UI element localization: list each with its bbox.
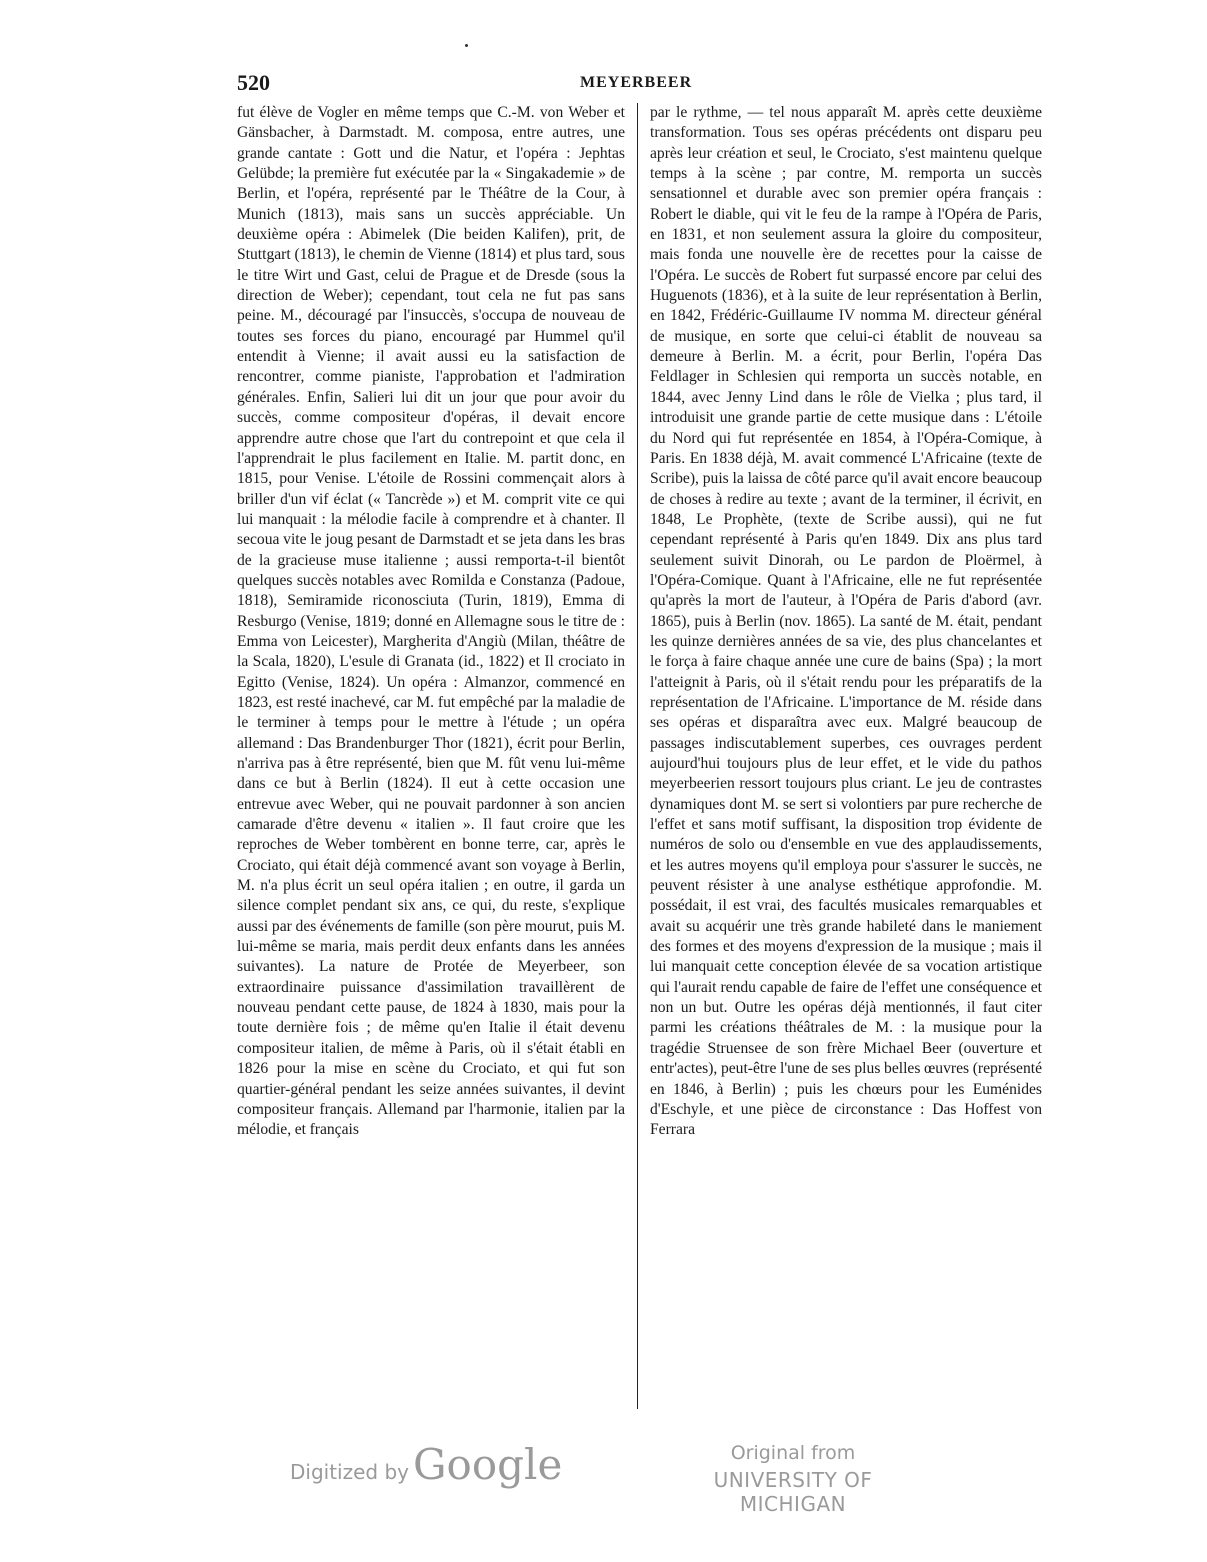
- original-from-label: Original from: [730, 1442, 856, 1464]
- right-column: [650, 103, 1042, 1141]
- university-label: UNIVERSITY OF MICHIGAN: [713, 1468, 873, 1516]
- digitized-by-watermark: [290, 1440, 562, 1489]
- google-logo: Google: [413, 1440, 563, 1489]
- original-from-watermark: [668, 1442, 918, 1516]
- digitized-prefix: Digitized by: [290, 1460, 409, 1484]
- right-column-text: par le rythme, — tel nous apparaît M. après cette deuxième transformation. Tous ses opéras précédents ont disparu peu après leur création et seul, le Crociato, s'est maintenu quelque temps à la scène ; par contre, M. remporta un succès sensationnel et durable avec son premier opéra français : Robert le diable, qui vit le feu de la rampe à l'Opéra de Paris, en 1831, et non seulement assura la gloire du compositeur, mais fonda une nouvelle ère de recettes pour la caisse de l'Opéra. Le succès de Robert fut surpassé encore par celui des Huguenots (1836), et à la suite de leur représentation à Berlin, en 1842, Frédéric-Guillaume IV nomma M. directeur général de musique, en sorte que celui-ci établit de nouveau sa demeure à Berlin. M. a écrit, pour Berlin, l'opéra Das Feldlager in Schlesien qui remporta un succès notable, en 1844, avec Jenny Lind dans le rôle de Vielka ; plus tard, il introduisit une grande partie de cette musique dans : L'étoile du Nord qui fut représentée en 1854, à l'Opéra-Comique, à Paris. En 1838 déjà, M. avait commencé L'Africaine (texte de Scribe), puis la laissa de côté parce qu'il avait encore beaucoup de choses à redire au texte ; avant de la terminer, il écrivit, en 1848, Le Prophète, (texte de Scribe aussi), qui ne fut cependant représenté à Paris qu'en 1849. Dix ans plus tard seulement suivit Dinorah, ou Le pardon de Ploërmel, à l'Opéra-Comique. Quant à l'Africaine, elle ne fut représentée qu'après la mort de l'auteur, à l'Opéra de Paris d'abord (avr. 1865), puis à Berlin (nov. 1865). La santé de M. était, pendant les quinze dernières années de sa vie, des plus chancelantes et le força à faire chaque année une cure de bains (Spa) ; la mort l'atteignit à Paris, où il s'était rendu pour les préparatifs de la représentation de l'Africaine. L'importance de M. réside dans ses opéras et disparaîtra avec eux. Malgré beaucoup de passages indiscutablement superbes, ces ouvrages perdent aujourd'hui toujours plus de leur effet, et le vide du pathos meyerbeerien ressort toujours plus criant. Le jeu de contrastes dynamiques dont M. se sert si volontiers par pure recherche de l'effet et sans motif suffisant, la disposition trop évidente de numéros de solo ou d'ensemble en vue des applaudissements, et les autres moyens qu'il employa pour s'assurer le succès, ne peuvent résister à une analyse esthétique approfondie. M. possédait, il est vrai, des facultés musicales remarquables et avait su acquérir une très grande habileté dans le maniement des formes et des moyens d'expression de la musique ; mais il lui manquait cette conception élevée de sa vocation artistique qui l'aurait rendu capable de faire de l'effet une conséquence et non un but. Outre les opéras déjà mentionnés, il faut citer parmi les créations théâtrales de M. : la musique pour la tragédie Struensee de son frère Michael Beer (ouverture et entr'actes), peut-être l'une de ses plus belles œuvres (représenté en 1846, à Berlin) ; puis les chœurs pour les Euménides d'Eschyle, et une pièce de circonstance : Das Hoffest von Ferrara: [650, 104, 1042, 1139]
- page-number: 520: [237, 70, 270, 95]
- column-divider: [637, 103, 638, 1409]
- left-column: [237, 103, 625, 1141]
- left-column-text: fut élève de Vogler en même temps que C.-M. von Weber et Gänsbacher, à Darmstadt. M. composa, entre autres, une grande cantate : Gott und die Natur, et l'opéra : Jephtas Gelübde; la première fut exécutée par la « Singakademie » de Berlin, et l'opéra, représenté par le Théâtre de la Cour, à Munich (1813), mais sans un succès appréciable. Un deuxième opéra : Abimelek (Die beiden Kalifen), prit, de Stuttgart (1813), le chemin de Vienne (1814) et plus tard, sous le titre Wirt und Gast, celui de Prague et de Dresde (sous la direction de Weber); cependant, tout cela ne fut pas sans peine. M., découragé par l'insuccès, s'occupa de nouveau de toutes ses forces du piano, encouragé par Hummel qu'il entendit à Vienne; il avait aussi eu la satisfaction de rencontrer, comme pianiste, l'approbation et l'admiration générales. Enfin, Salieri lui dit un jour que pour avoir du succès, comme compositeur d'opéras, il devait encore apprendre autre chose que l'art du contrepoint et que cela il l'apprendrait le plus facilement en Italie. M. partit donc, en 1815, pour Venise. L'étoile de Rossini commençait alors à briller d'un vif éclat (« Tancrède ») et M. comprit vite ce qui lui manquait : la mélodie facile à comprendre et à chanter. Il secoua vite le joug pesant de Darmstadt et se jeta dans les bras de la gracieuse muse italienne ; aussi remporta-t-il bientôt quelques succès notables avec Romilda e Constanza (Padoue, 1818), Semiramide riconosciuta (Turin, 1819), Emma di Resburgo (Venise, 1819; donné en Allemagne sous le titre de : Emma von Leicester), Margherita d'Angiù (Milan, théâtre de la Scala, 1820), L'esule di Granata (id., 1822) et Il crociato in Egitto (Venise, 1824). Un opéra : Almanzor, commencé en 1823, est resté inachevé, car M. fut empêché par la maladie de le terminer à temps pour le mettre à l'étude ; un opéra allemand : Das Brandenburger Thor (1821), écrit pour Berlin, n'arriva pas à être représenté, bien que M. fût venu lui-même dans ce but à Berlin (1824). Il eut à cette occasion une entrevue avec Weber, qui ne pouvait pardonner à son ancien camarade d'être devenu « italien ». Il faut croire que les reproches de Weber tombèrent en bonne terre, car, après le Crociato, qui était déjà commencé avant son voyage à Berlin, M. n'a plus écrit un seul opéra italien ; en outre, il garda un silence complet pendant six ans, ce qui, du reste, s'explique aussi par des événements de famille (son père mourut, puis M. lui-même se maria, mais perdit deux enfants dans les années suivantes). La nature de Protée de Meyerbeer, son extraordinaire puissance d'assimilation travaillèrent de nouveau pendant cette pause, de 1824 à 1830, mais pour la toute dernière fois ; de même qu'en Italie il était devenu compositeur italien, de même à Paris, où il s'était établi en 1826 pour la mise en scène du Crociato, et qui fut son quartier-général pendant les seize années suivantes, il devint compositeur français. Allemand par l'harmonie, italien par la mélodie, et français: [237, 104, 625, 1139]
- running-head: MEYERBEER: [580, 74, 693, 91]
- ink-speck: [465, 44, 468, 47]
